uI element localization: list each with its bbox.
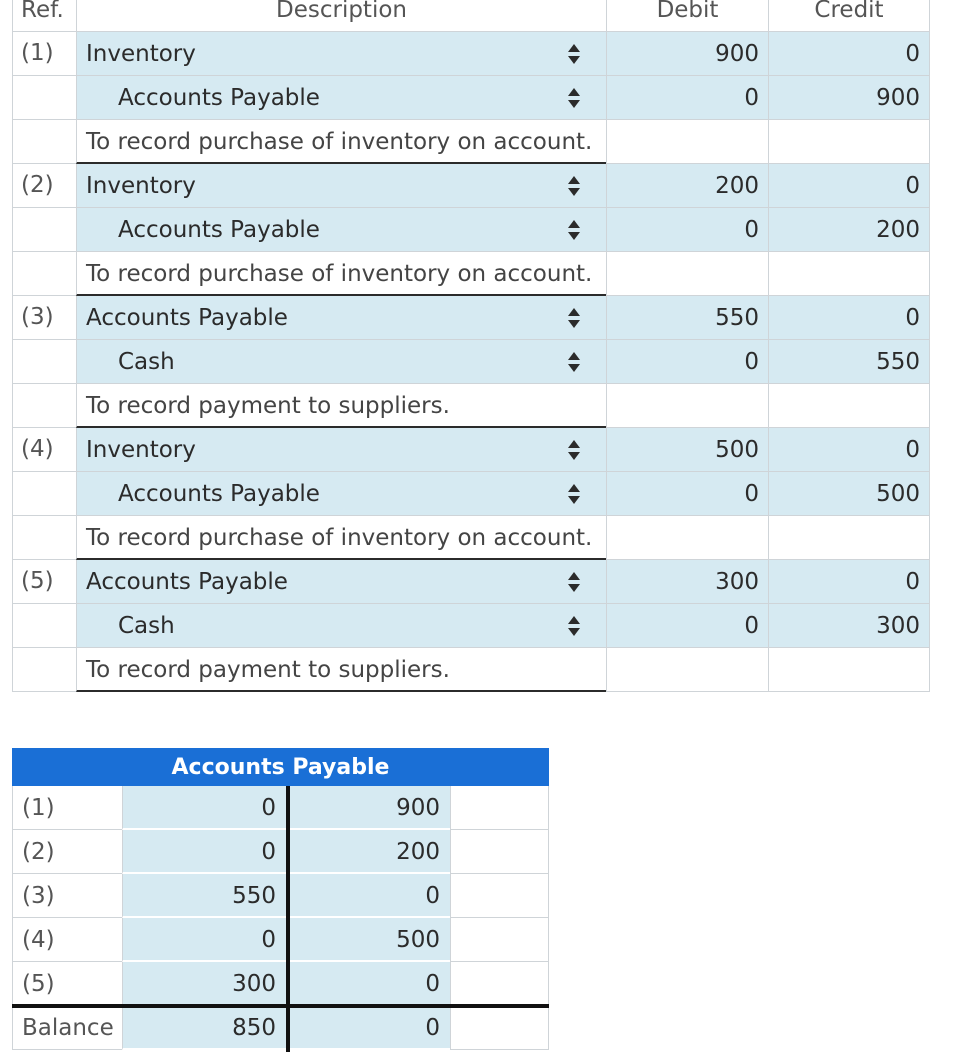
- credit-input[interactable]: [768, 604, 930, 648]
- t-credit-input[interactable]: [290, 830, 450, 874]
- t-debit-input[interactable]: [122, 830, 286, 874]
- t-empty-cell: [450, 830, 549, 874]
- account-select[interactable]: [76, 472, 606, 516]
- credit-input[interactable]: [768, 164, 930, 208]
- journal-line-row: [12, 340, 930, 384]
- t-row-label: (1): [12, 786, 122, 830]
- t-account-row: [12, 918, 549, 962]
- debit-input[interactable]: [606, 164, 768, 208]
- journal-line-row: [12, 296, 930, 340]
- account-select[interactable]: [76, 560, 606, 604]
- credit-value: 0: [905, 305, 920, 331]
- account-select[interactable]: [76, 32, 606, 76]
- t-debit-input[interactable]: [122, 1006, 286, 1050]
- journal-memo-row: [12, 120, 930, 164]
- t-row-label: (4): [12, 918, 122, 962]
- t-credit-input[interactable]: [290, 962, 450, 1006]
- entry-ref-empty: [12, 384, 76, 428]
- debit-input[interactable]: [606, 32, 768, 76]
- debit-value: 0: [744, 217, 759, 243]
- entry-ref-empty: [12, 648, 76, 692]
- entry-ref: (2): [12, 164, 76, 208]
- debit-empty: [606, 120, 768, 164]
- account-select[interactable]: [76, 428, 606, 472]
- memo-text: [76, 252, 606, 296]
- header-description: Description: [76, 0, 606, 32]
- t-debit-input[interactable]: [122, 962, 286, 1006]
- up-down-chevron-icon: [566, 614, 582, 638]
- credit-empty: [768, 384, 930, 428]
- t-credit-input[interactable]: [290, 786, 450, 830]
- memo-text: [76, 120, 606, 164]
- t-account-balance-line: [12, 1004, 549, 1008]
- entry-ref: [12, 604, 76, 648]
- debit-value: 0: [744, 481, 759, 507]
- credit-input[interactable]: [768, 208, 930, 252]
- journal-line-row: [12, 428, 930, 472]
- credit-value: 500: [876, 481, 920, 507]
- debit-empty: [606, 252, 768, 296]
- debit-value: 300: [715, 569, 759, 595]
- memo-text: [76, 384, 606, 428]
- t-empty-cell: [450, 918, 549, 962]
- t-empty-cell: [450, 1006, 549, 1050]
- debit-input[interactable]: [606, 604, 768, 648]
- journal-line-row: [12, 472, 930, 516]
- credit-value: 0: [905, 173, 920, 199]
- t-row-label: (2): [12, 830, 122, 874]
- credit-empty: [768, 252, 930, 296]
- t-credit-input[interactable]: [290, 1006, 450, 1050]
- account-select[interactable]: [76, 76, 606, 120]
- credit-input[interactable]: [768, 472, 930, 516]
- credit-value: 0: [905, 437, 920, 463]
- credit-value: 0: [905, 569, 920, 595]
- entry-ref-empty: [12, 252, 76, 296]
- debit-empty: [606, 648, 768, 692]
- t-debit-value: 0: [261, 795, 276, 821]
- journal-line-row: [12, 604, 930, 648]
- credit-input[interactable]: [768, 296, 930, 340]
- account-select[interactable]: [76, 208, 606, 252]
- t-debit-input[interactable]: [122, 786, 286, 830]
- account-select[interactable]: [76, 296, 606, 340]
- entry-ref-empty: [12, 516, 76, 560]
- t-debit-value: 0: [261, 839, 276, 865]
- t-debit-value: 0: [261, 927, 276, 953]
- credit-value: 300: [876, 613, 920, 639]
- debit-input[interactable]: [606, 428, 768, 472]
- credit-value: 200: [876, 217, 920, 243]
- credit-value: 900: [876, 85, 920, 111]
- debit-value: 200: [715, 173, 759, 199]
- t-row-label: Balance: [12, 1006, 122, 1050]
- entry-ref: [12, 472, 76, 516]
- credit-empty: [768, 648, 930, 692]
- t-credit-value: 900: [396, 795, 440, 821]
- up-down-chevron-icon: [566, 438, 582, 462]
- entry-ref: (5): [12, 560, 76, 604]
- t-debit-input[interactable]: [122, 918, 286, 962]
- t-credit-input[interactable]: [290, 874, 450, 918]
- memo-text: [76, 516, 606, 560]
- debit-value: 900: [715, 41, 759, 67]
- header-ref: Ref.: [12, 0, 76, 32]
- debit-empty: [606, 516, 768, 560]
- entry-ref: (4): [12, 428, 76, 472]
- account-select-value: Accounts Payable: [86, 305, 288, 331]
- debit-input[interactable]: [606, 208, 768, 252]
- credit-value: 550: [876, 349, 920, 375]
- memo-text-value: To record purchase of inventory on account.: [86, 129, 593, 155]
- up-down-chevron-icon: [566, 86, 582, 110]
- credit-input[interactable]: [768, 76, 930, 120]
- t-row-label: (3): [12, 874, 122, 918]
- t-debit-value: 550: [232, 883, 276, 909]
- memo-text-value: To record payment to suppliers.: [86, 657, 450, 683]
- credit-input[interactable]: [768, 340, 930, 384]
- journal-memo-row: [12, 252, 930, 296]
- debit-value: 0: [744, 613, 759, 639]
- debit-value: 0: [744, 85, 759, 111]
- memo-text-value: To record payment to suppliers.: [86, 393, 450, 419]
- t-credit-value: 500: [396, 927, 440, 953]
- account-select[interactable]: [76, 340, 606, 384]
- journal-line-row: [12, 164, 930, 208]
- debit-input[interactable]: [606, 472, 768, 516]
- entry-ref-empty: [12, 120, 76, 164]
- t-empty-cell: [450, 786, 549, 830]
- credit-value: 0: [905, 41, 920, 67]
- up-down-chevron-icon: [566, 306, 582, 330]
- memo-text-value: To record purchase of inventory on account.: [86, 261, 593, 287]
- up-down-chevron-icon: [566, 570, 582, 594]
- credit-input[interactable]: [768, 428, 930, 472]
- debit-input[interactable]: [606, 560, 768, 604]
- t-credit-value: 0: [425, 1015, 440, 1041]
- t-account-divider: [286, 786, 290, 1052]
- t-account-title: Accounts Payable: [12, 748, 549, 786]
- account-select-value: Accounts Payable: [118, 85, 320, 111]
- up-down-chevron-icon: [566, 174, 582, 198]
- memo-text-value: To record purchase of inventory on account.: [86, 525, 593, 551]
- t-account-accounts-payable: [12, 748, 549, 1052]
- account-select[interactable]: [76, 164, 606, 208]
- up-down-chevron-icon: [566, 482, 582, 506]
- journal-line-row: [12, 76, 930, 120]
- t-empty-cell: [450, 962, 549, 1006]
- debit-empty: [606, 384, 768, 428]
- journal-memo-row: [12, 384, 930, 428]
- t-credit-value: 0: [425, 883, 440, 909]
- debit-input[interactable]: [606, 340, 768, 384]
- debit-input[interactable]: [606, 76, 768, 120]
- t-credit-input[interactable]: [290, 918, 450, 962]
- entry-ref: [12, 340, 76, 384]
- debit-value: 0: [744, 349, 759, 375]
- debit-value: 550: [715, 305, 759, 331]
- t-credit-value: 0: [425, 971, 440, 997]
- t-row-label: (5): [12, 962, 122, 1006]
- journal-memo-row: [12, 648, 930, 692]
- memo-text: [76, 648, 606, 692]
- entry-ref: [12, 208, 76, 252]
- account-select-value: Inventory: [86, 41, 196, 67]
- header-credit: Credit: [768, 0, 930, 32]
- t-credit-value: 200: [396, 839, 440, 865]
- journal-memo-row: [12, 516, 930, 560]
- t-debit-input[interactable]: [122, 874, 286, 918]
- up-down-chevron-icon: [566, 218, 582, 242]
- t-debit-value: 850: [232, 1015, 276, 1041]
- journal-line-row: [12, 32, 930, 76]
- account-select-value: Accounts Payable: [118, 481, 320, 507]
- account-select-value: Accounts Payable: [118, 217, 320, 243]
- credit-input[interactable]: [768, 560, 930, 604]
- up-down-chevron-icon: [566, 42, 582, 66]
- credit-input[interactable]: [768, 32, 930, 76]
- t-account-row: [12, 830, 549, 874]
- entry-ref: (3): [12, 296, 76, 340]
- t-account-balance-row: [12, 1006, 549, 1050]
- t-account-row: [12, 962, 549, 1006]
- account-select-value: Inventory: [86, 437, 196, 463]
- t-debit-value: 300: [232, 971, 276, 997]
- t-account-row: [12, 874, 549, 918]
- t-account-row: [12, 786, 549, 830]
- account-select-value: Accounts Payable: [86, 569, 288, 595]
- journal-header-row: [12, 0, 930, 32]
- account-select-value: Cash: [118, 349, 175, 375]
- journal-line-row: [12, 208, 930, 252]
- entry-ref: (1): [12, 32, 76, 76]
- credit-empty: [768, 120, 930, 164]
- up-down-chevron-icon: [566, 350, 582, 374]
- t-empty-cell: [450, 874, 549, 918]
- journal-line-row: [12, 560, 930, 604]
- account-select-value: Cash: [118, 613, 175, 639]
- debit-value: 500: [715, 437, 759, 463]
- entry-ref: [12, 76, 76, 120]
- credit-empty: [768, 516, 930, 560]
- header-debit: Debit: [606, 0, 768, 32]
- account-select-value: Inventory: [86, 173, 196, 199]
- debit-input[interactable]: [606, 296, 768, 340]
- account-select[interactable]: [76, 604, 606, 648]
